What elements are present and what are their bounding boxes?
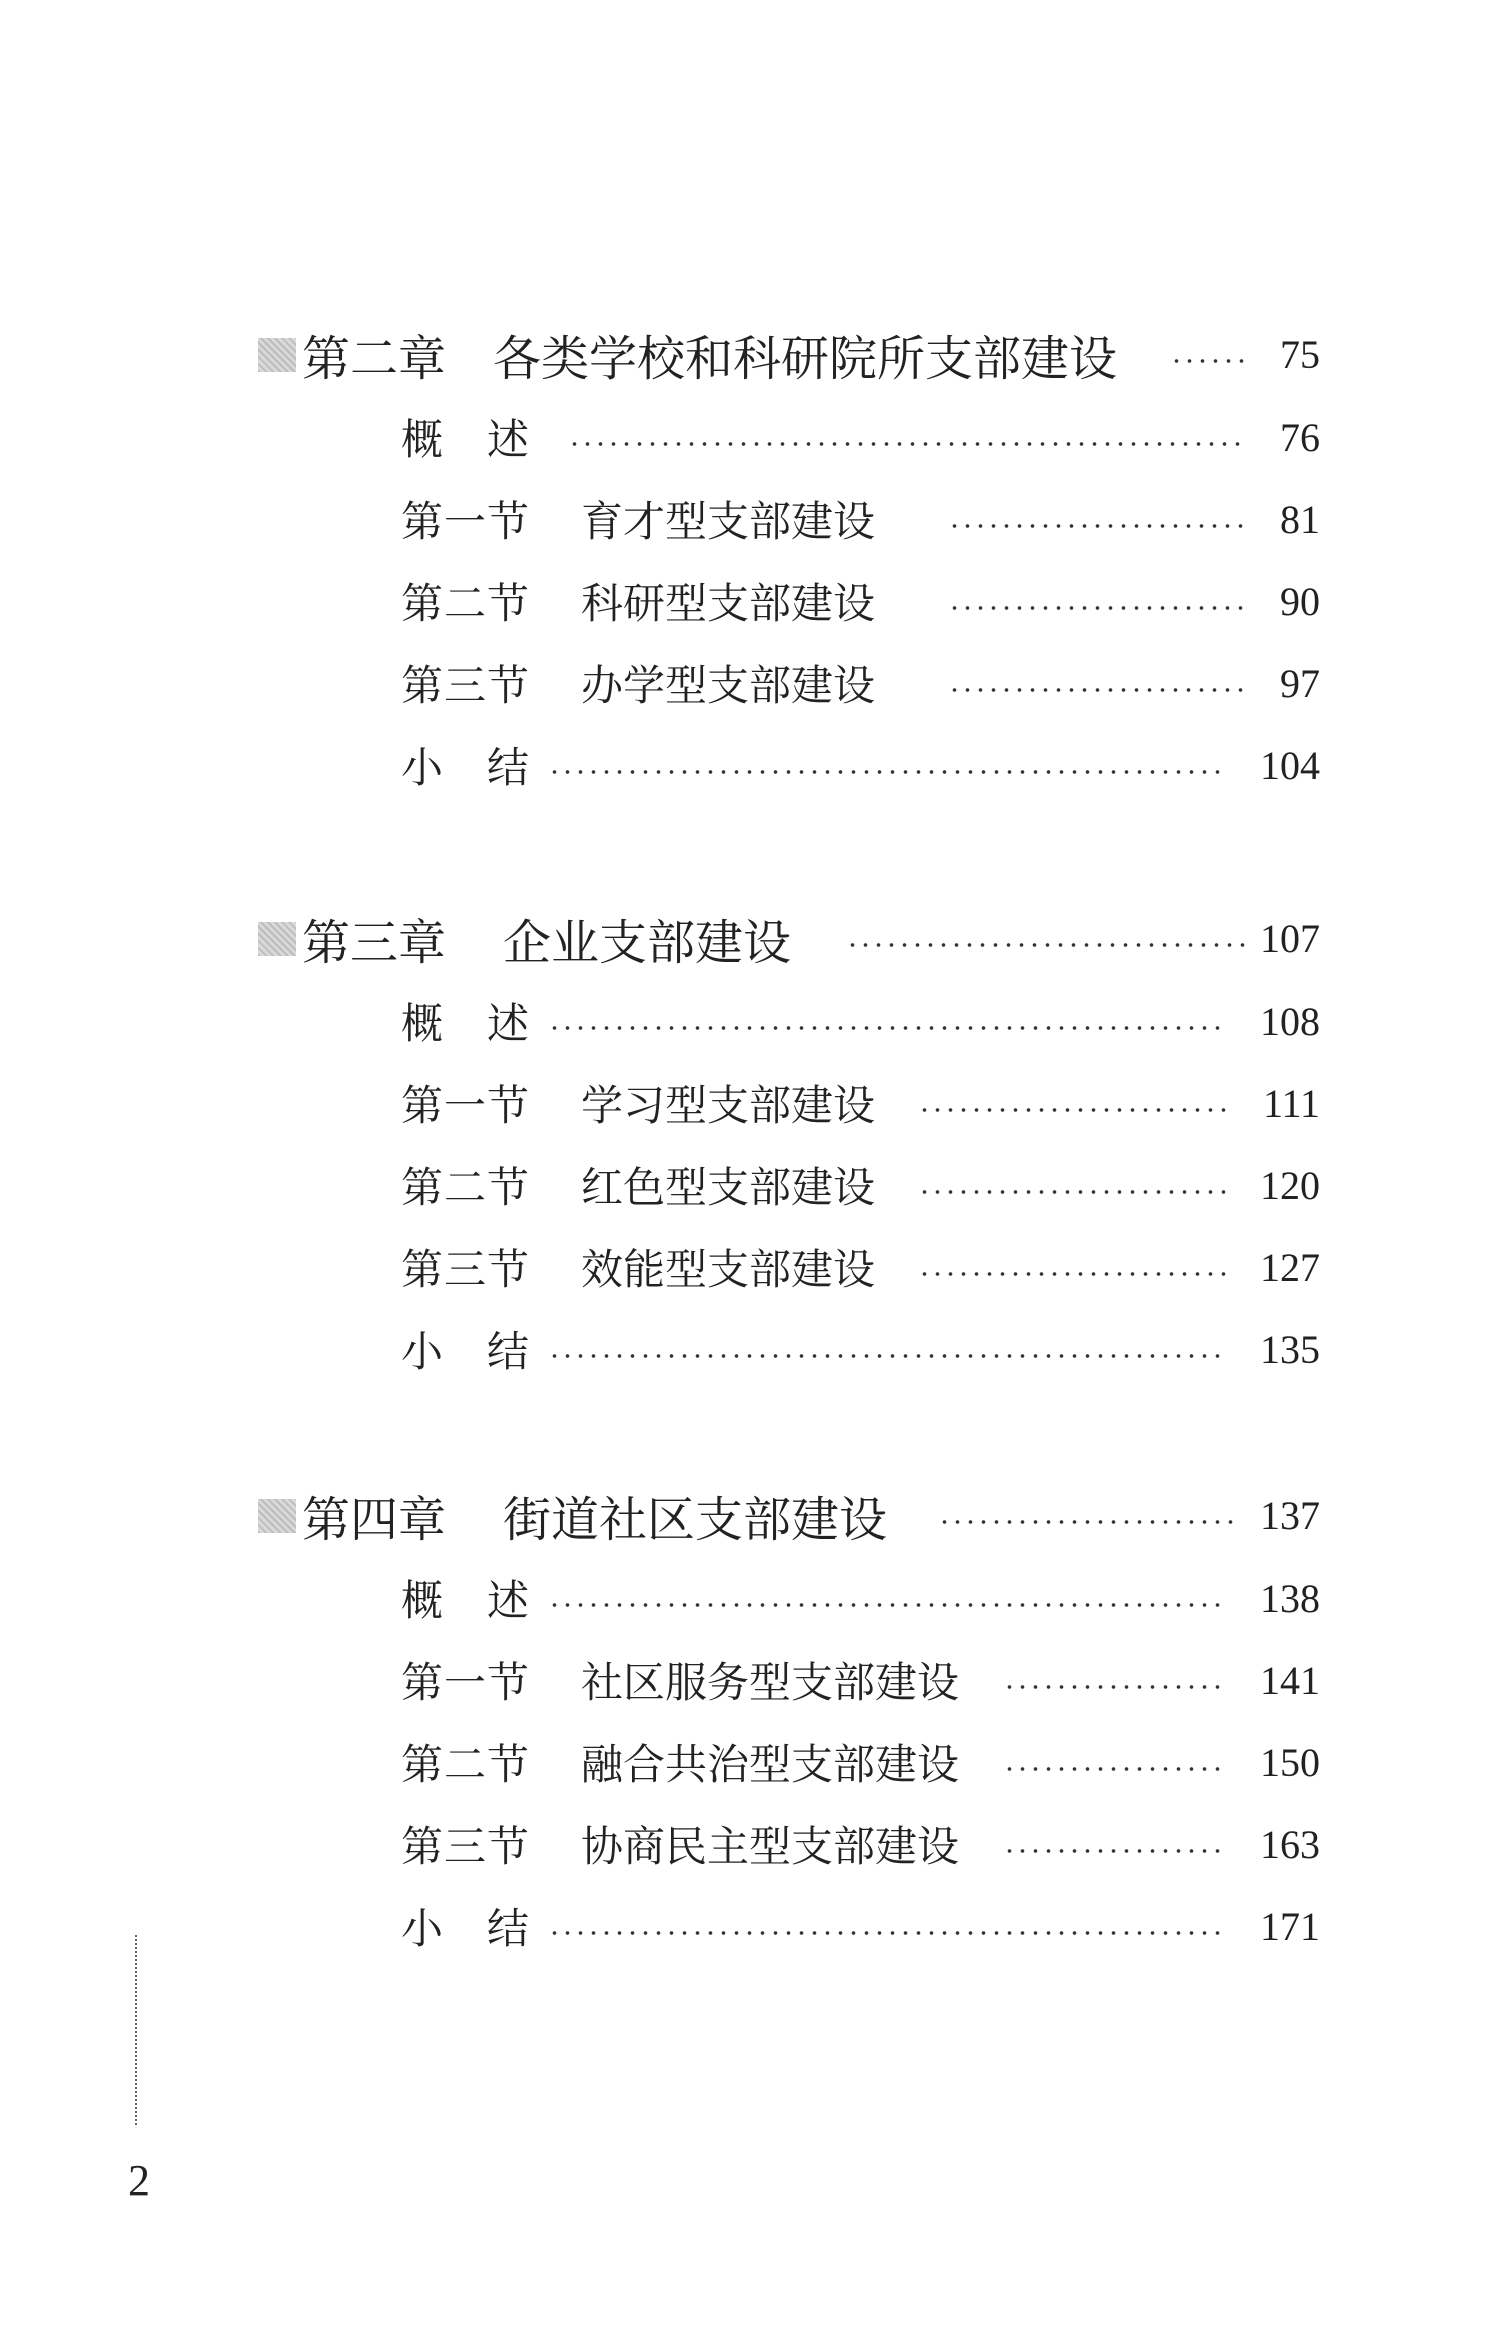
dot-leader [568, 439, 1248, 449]
toc-entry[interactable] [258, 478, 1320, 560]
toc-entry[interactable] [258, 1639, 1320, 1721]
section-label: 第三节 [401, 661, 531, 710]
section-title: 学习型支部建设 [581, 1081, 876, 1130]
toc-entry[interactable] [258, 1557, 1320, 1639]
section-page: 120 [1260, 1162, 1320, 1208]
section-page: 127 [1260, 1244, 1320, 1290]
section-title: 办学型支部建设 [581, 661, 876, 710]
section-label: 第二节 [401, 1740, 531, 1789]
section-page: 81 [1280, 496, 1320, 542]
section-page: 76 [1280, 414, 1320, 460]
toc-entry[interactable] [258, 560, 1320, 642]
dot-leader [918, 1269, 1228, 1279]
dot-leader [548, 1351, 1228, 1361]
toc-chapter-4 [258, 1473, 1320, 1967]
dot-leader [938, 1517, 1233, 1527]
section-label: 第三节 [401, 1245, 531, 1294]
chapter-marker [258, 1499, 296, 1533]
chapter-heading-row[interactable] [258, 1473, 1320, 1557]
section-page: 150 [1260, 1739, 1320, 1785]
toc-entry[interactable] [258, 1803, 1320, 1885]
toc-chapter-3 [258, 896, 1320, 1390]
dot-leader [918, 1187, 1228, 1197]
section-label: 第一节 [401, 497, 531, 546]
section-title: 育才型支部建设 [581, 497, 876, 546]
section-page: 135 [1260, 1326, 1320, 1372]
section-page: 111 [1262, 1080, 1320, 1126]
section-title: 社区服务型支部建设 [581, 1658, 960, 1707]
section-label: 概 述 [401, 999, 531, 1048]
section-label: 第三节 [401, 1822, 531, 1871]
section-label: 概 述 [401, 415, 531, 464]
toc-entry[interactable] [258, 1721, 1320, 1803]
section-title: 效能型支部建设 [581, 1245, 876, 1294]
dot-leader [1003, 1764, 1228, 1774]
section-page: 141 [1260, 1657, 1320, 1703]
toc-entry[interactable] [258, 642, 1320, 724]
toc-chapter-2 [258, 312, 1320, 806]
dot-leader [1003, 1682, 1228, 1692]
chapter-title: 街道社区支部建设 [503, 1491, 888, 1548]
section-label: 小 结 [401, 1904, 531, 1953]
dot-leader [1003, 1846, 1228, 1856]
toc-entry[interactable] [258, 1144, 1320, 1226]
chapter-page: 107 [1260, 915, 1320, 961]
margin-dotted-rule [135, 1935, 137, 2125]
dot-leader [548, 767, 1228, 777]
toc-entry[interactable] [258, 396, 1320, 478]
dot-leader [1170, 356, 1250, 366]
dot-leader [846, 940, 1251, 950]
toc-entry[interactable] [258, 1226, 1320, 1308]
section-page: 90 [1280, 578, 1320, 624]
chapter-label: 第二章 [302, 330, 447, 387]
chapter-marker [258, 922, 296, 956]
dot-leader [948, 685, 1248, 695]
chapter-label: 第四章 [302, 1491, 447, 1548]
section-page: 97 [1280, 660, 1320, 706]
section-label: 小 结 [401, 743, 531, 792]
section-title: 协商民主型支部建设 [581, 1822, 960, 1871]
dot-leader [948, 603, 1248, 613]
section-page: 171 [1260, 1903, 1320, 1949]
section-label: 第一节 [401, 1658, 531, 1707]
dot-leader [548, 1928, 1228, 1938]
dot-leader [918, 1105, 1228, 1115]
dot-leader [548, 1023, 1228, 1033]
chapter-heading-row[interactable] [258, 312, 1320, 396]
section-label: 概 述 [401, 1576, 531, 1625]
chapter-title: 各类学校和科研院所支部建设 [493, 330, 1118, 387]
chapter-title: 企业支部建设 [503, 914, 792, 971]
section-page: 138 [1260, 1575, 1320, 1621]
section-label: 第一节 [401, 1081, 531, 1130]
section-label: 第二节 [401, 1163, 531, 1212]
dot-leader [948, 521, 1248, 531]
chapter-marker [258, 338, 296, 372]
toc-entry[interactable] [258, 1062, 1320, 1144]
section-title: 融合共治型支部建设 [581, 1740, 960, 1789]
section-page: 108 [1260, 998, 1320, 1044]
section-title: 红色型支部建设 [581, 1163, 876, 1212]
toc-entry[interactable] [258, 724, 1320, 806]
section-page: 163 [1260, 1821, 1320, 1867]
section-label: 第二节 [401, 579, 531, 628]
section-title: 科研型支部建设 [581, 579, 876, 628]
toc-entry[interactable] [258, 1308, 1320, 1390]
section-page: 104 [1260, 742, 1320, 788]
chapter-label: 第三章 [302, 914, 447, 971]
page-number: 2 [128, 2156, 150, 2205]
chapter-page: 137 [1260, 1492, 1320, 1538]
dot-leader [548, 1600, 1228, 1610]
chapter-page: 75 [1280, 331, 1320, 377]
chapter-heading-row[interactable] [258, 896, 1320, 980]
section-label: 小 结 [401, 1327, 531, 1376]
toc-entry[interactable] [258, 980, 1320, 1062]
toc-entry[interactable] [258, 1885, 1320, 1967]
